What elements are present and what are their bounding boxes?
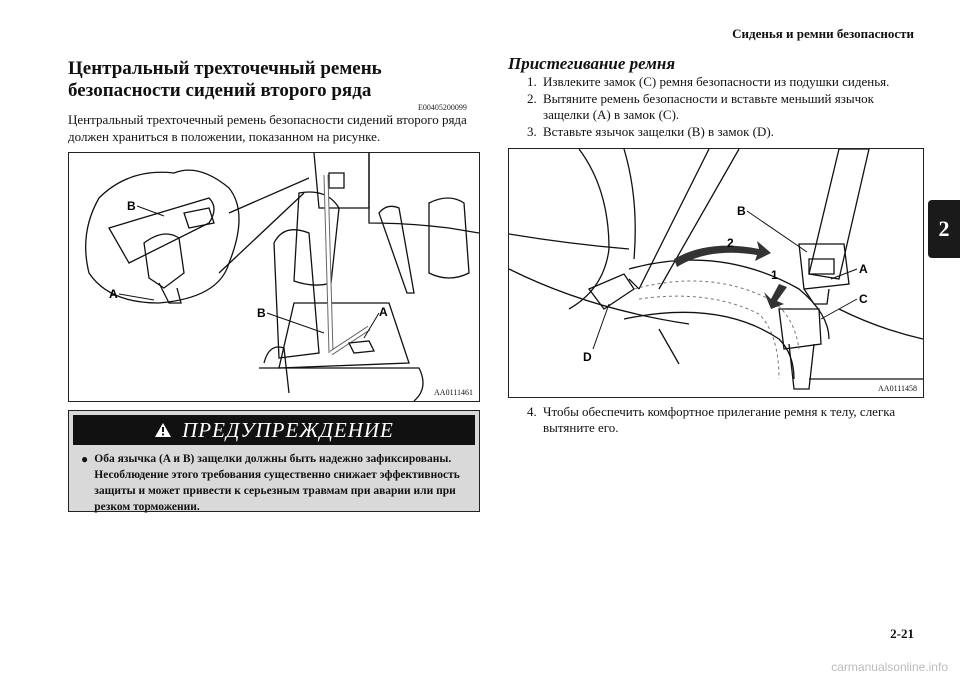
warning-header [73,415,475,445]
subsection-heading: Пристегивание ремня [508,54,676,73]
step-item [527,91,917,123]
chapter-tab[interactable]: 2 [928,200,960,258]
warning-text [81,451,471,515]
bullet-icon: ● [81,452,89,466]
label-a: A [859,262,868,276]
label-c: C [859,292,868,306]
step-number: 2. [527,91,537,106]
steps-list [527,74,917,141]
seat-belt-storage-illustration [69,153,479,401]
warning-label: ПРЕДУПРЕЖДЕНИЕ [182,417,394,442]
label-b: B [737,204,746,218]
rotate-arrow-icon [674,241,771,267]
step-item [527,404,917,436]
warning-box [68,410,480,512]
figure-code: AA0111461 [434,388,473,397]
section-code: E00405200099 [418,103,467,112]
buckling-illustration [509,149,923,397]
warning-triangle-icon [154,422,172,438]
step-item [527,124,917,140]
label-a-detail: A [109,287,118,301]
watermark: carmanualsonline.info [831,660,948,674]
page-number: 2-21 [890,626,914,641]
buckling-figure [508,148,924,398]
step-text: Вставьте язычок защелки (B) в замок (D). [543,124,774,139]
step-text: Чтобы обеспечить комфортное прилегание ремня к телу, слегка вытяните его. [543,404,896,435]
running-head: Сиденья и ремни безопасности [732,26,914,41]
figure-code: AA0111458 [878,384,917,393]
label-b-detail: B [127,199,136,213]
seat-belt-storage-figure [68,152,480,402]
step-number: 1. [527,74,537,89]
label-step-1: 1 [771,268,778,282]
warning-message: Оба язычка (A и B) защелки должны быть надежно зафиксированы. Несоблюдение этого требования существенно снижает эффективность защиты и может привести к серьезным травмам при аварии или при резком торможении. [94,453,460,513]
label-d: D [583,350,592,364]
step-item [527,74,917,90]
step-text: Извлеките замок (C) ремня безопасности из подушки сиденья. [543,74,890,89]
step-number: 3. [527,124,537,139]
step-text: Вытяните ремень безопасности и вставьте меньший язычок защелки (A) в замок (C). [543,91,874,122]
label-a-seat: A [379,305,388,319]
label-b-seat: B [257,306,266,320]
steps-list-continued [527,404,917,437]
insert-arrow-icon [764,284,787,309]
label-step-2: 2 [727,236,734,250]
section-body: Центральный трехточечный ремень безопасности сидений второго ряда должен храниться в положении, показанном на рисунке. [68,112,467,144]
step-number: 4. [527,404,537,419]
section-title: Центральный трехточечный ремень безопасности сидений второго ряда [68,58,382,101]
